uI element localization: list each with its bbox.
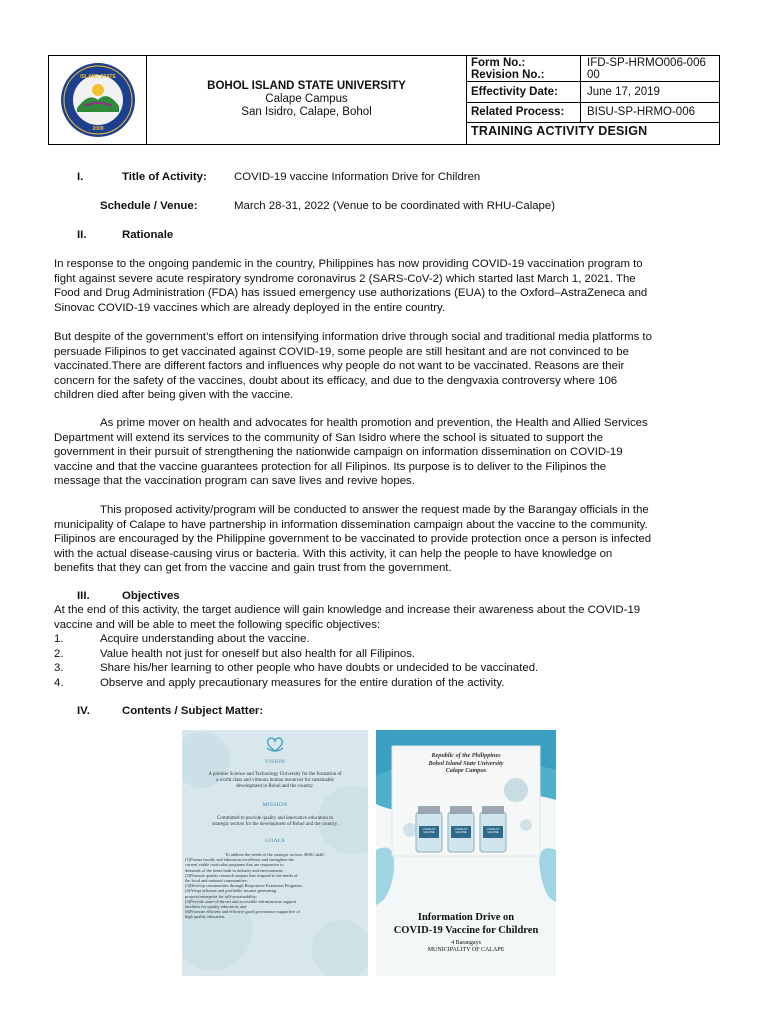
section-2-number: II. [77,229,87,241]
vision-text [182,772,368,790]
hands-heart-icon [264,736,286,754]
mission-line: Committed to provide quality and innovative education in [217,816,333,821]
goals-line: facilities for quality education; and [185,904,247,910]
vision-line: development in Bohol and the country. [236,784,314,789]
section-4-label: Contents / Subject Matter: [122,705,264,717]
objective-text: Observe and apply precautionary measures for the entire duration of the activity. [100,676,505,689]
goals-heading: GOALS [265,838,285,844]
leaflet-cover-heading [396,752,536,775]
paragraph-line: fight against severe acute respiratory syndrome coronavirus 2 (SARS-CoV-2) which started last March 1, 2021. The [54,272,636,285]
design-title: TRAINING ACTIVITY DESIGN [471,124,648,138]
goals-line: To address the needs of the strategic sectors, BISU shall: [225,852,325,857]
paragraph-line: municipality of Calape to have partnership in information dissemination campaign about the vaccine to the community. [54,518,648,531]
section-3-label: Objectives [122,590,180,602]
objective-text: Value health not just for oneself but also health for all Filipinos. [100,647,416,660]
paragraph-line: vaccine and that the vaccine guarantees protection for all Filipinos. Its purpose is to deliver to the Filipinos the [54,460,607,473]
row-divider [467,122,719,123]
paragraph-line: Department will extend its services to the community of San Isidro where the school is situated to support the [54,431,603,444]
paragraph-line: government in their pursuit of strengthening the nationwide campaign on information dissemination on COVID-19 [54,446,623,459]
form-no-value-cell [581,56,719,81]
section-2-label: Rationale [122,229,174,241]
schedule-label: Schedule / Venue: [100,200,198,212]
goals-line: the local and national communities; [185,878,248,884]
leaflet-university-text: Bohol Island State University [428,759,504,767]
schedule-value: March 28-31, 2022 (Venue to be coordinated with RHU-Calape) [234,200,556,212]
leaflet-campus-text: Calape Campus [445,767,487,775]
objective-number: 3. [54,662,64,675]
vial-label: COVID-19 VACCINE [423,828,435,834]
vial-label: COVID-19 VACCINE [455,828,467,834]
related-process-value: BISU-SP-HRMO-006 [587,106,695,118]
goals-line: projects/enterprise for self-sustainability; [185,893,258,899]
svg-text:2009: 2009 [92,126,104,132]
document-header-table [48,55,720,145]
goals-line: (5)Provide state-of-the-art and accessible infrastructure support [185,898,297,904]
related-process-label: Related Process: [467,103,581,122]
university-seal-logo [49,56,147,144]
section-3-number: III. [77,590,90,602]
campus-name: Calape Campus [265,93,348,105]
objectives-intro-line: At the end of this activity, the target audience will gain knowledge and increase their awareness about the COVID-19 [54,604,641,616]
goals-line: current viable curricular programs that are responsive to [185,862,284,868]
form-no-label-cell [467,56,581,81]
logo-cell [49,56,147,144]
paragraph-line: children died after being given with the vaccine. [54,389,294,402]
revision-label: Revision No.: [471,69,545,81]
mission-heading: MISSION [262,802,288,808]
objective-number: 2. [54,647,64,660]
goals-line: (3)Develop communities through Responsive Extension Programs; [185,883,303,889]
paragraph-line: message that the vaccination program can save lives and revive hopes. [54,475,415,488]
section-4-number: IV. [77,705,90,717]
paragraph-line: vaccinated.There are different factors and influences why people do not want to be vaccinated. Reasons are their [54,360,625,373]
paragraph-line: Food and Drug Administration (FDA) has issued emergency use authorizations (EUA) to the Oxford–AstraZeneca and [54,287,648,300]
revision-value: 00 [587,69,600,81]
paragraph-line: persuade Filipinos to get vaccinated against COVID-19, some people are still hesitant and are not convinced to be [54,345,629,358]
paragraph-line: Sinovac COVID-19 vaccines which are already deployed in the entire country. [54,301,446,314]
campus-address: San Isidro, Calape, Bohol [241,106,372,118]
svg-text:ISLAND STATE: ISLAND STATE [80,74,116,80]
vision-line: a world class and virtuous human resources for sustainable [216,778,334,783]
leaflet-municipality: MUNICIPALITY OF CALAPE [427,947,505,953]
paragraph-line: benefits that they can get from the vaccine and gain trust from the government. [54,562,452,575]
vision-line: A premier Science and Technology University for the formation of [208,772,342,777]
goals-line: (6)Promote efficient and effective good governance supportive of [185,909,301,915]
section-1-number: I. [77,171,84,183]
university-info-cell [147,56,467,144]
mission-line: strategic sectors for the development of Bohol and the country. [212,822,338,827]
goals-line: (1)Pursue faculty and education excellence and strengthen the [185,857,294,863]
effectivity-label: Effectivity Date: [467,82,581,102]
goals-line: (4)Adopt efficient and profitable income generating [185,888,276,894]
leaflet-title-line-1: Information Drive on [417,912,515,923]
effectivity-value: June 17, 2019 [587,86,660,98]
section-1-label: Title of Activity: [122,171,207,183]
leaflet-back-image [182,730,368,976]
leaflet-cover-image [376,730,556,976]
form-no-label: Form No.: [471,57,526,69]
objectives-intro-line: vaccine and will be able to meet the following specific objectives: [54,618,381,631]
objective-number: 1. [54,633,64,645]
objective-text: Share his/her learning to other people who have doubts or undecided to be vaccinated. [100,662,539,675]
form-no-value: IFD-SP-HRMO006-006 [587,57,706,69]
goals-text [185,852,365,920]
objective-number: 4. [54,676,64,689]
vial-label: COVID-19 VACCINE [487,828,499,834]
objective-text: Acquire understanding about the vaccine. [100,633,310,645]
vision-heading: VISION [264,759,286,765]
paragraph-line: This proposed activity/program will be conducted to answer the request made by the Barangay officials in the [100,504,649,516]
leaflet-title-line-2: COVID-19 Vaccine for Children [393,925,539,936]
paragraph-line: Filipinos are encouraged by the Philippine government to be vaccinated to provide protection once a person is infected [54,533,652,546]
activity-title: COVID-19 vaccine Information Drive for Children [234,171,481,183]
leaflet-barangays: 4 Barangays [451,940,481,946]
goals-line: high quality education. [185,914,226,920]
paragraph-line: with the actual disease-causing virus or bacteria. With this activity, it can help the people to have knowledge on [54,547,613,560]
paragraph-line: But despite of the government’s effort on intensifying information drive through social and traditional media platforms to [54,331,652,343]
mission-text [182,816,368,828]
paragraph-line: In response to the ongoing pandemic in the country, Philippines has now providing COVID-19 vaccination program to [54,258,643,270]
paragraph-line: concern for the safety of the vaccines, doubt about its efficacy, and due to the dengvaxia controversy where 106 [54,374,618,387]
goals-line: demands of the times both in industry and environment; [185,867,284,873]
university-name: BOHOL ISLAND STATE UNIVERSITY [207,80,406,92]
republic-text: Republic of the Philippines [431,752,501,759]
goals-line: (2)Promote quality research outputs that respond to the needs of [185,872,298,878]
paragraph-line: As prime mover on health and advocates for health promotion and prevention, the Health and Allied Services [100,417,648,429]
